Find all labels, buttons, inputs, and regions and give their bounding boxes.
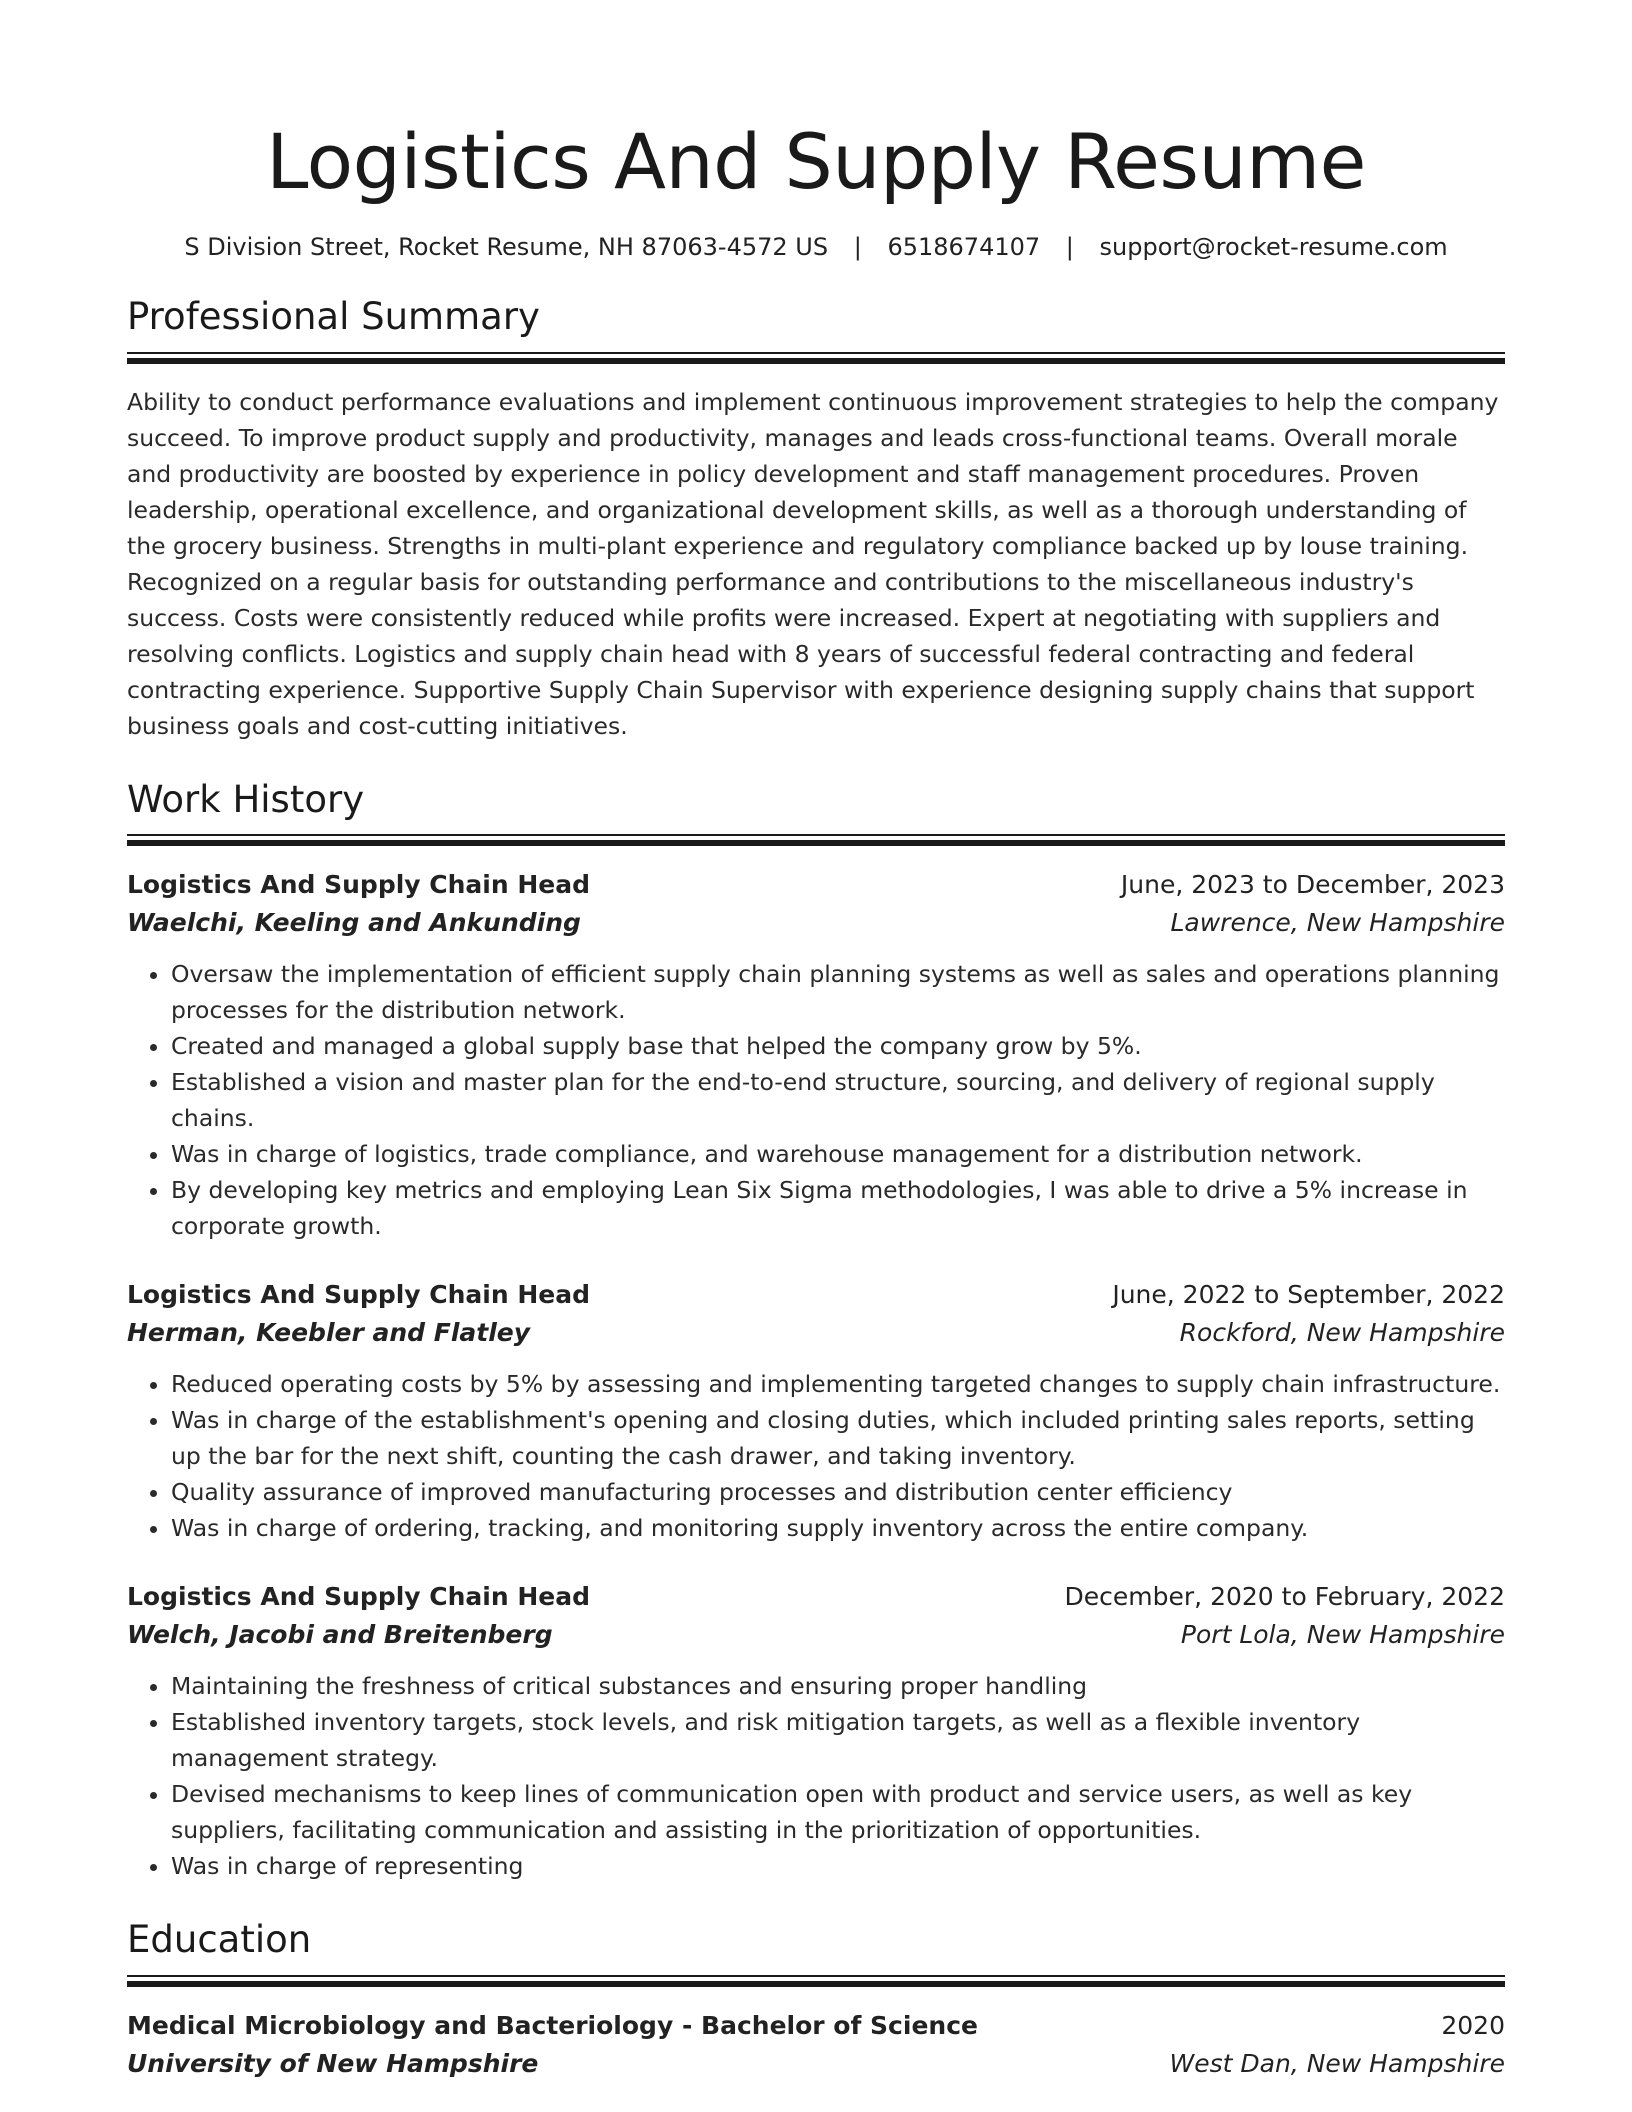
job-title: Logistics And Supply Chain Head: [127, 870, 591, 900]
job-location: Rockford, New Hampshire: [1179, 1318, 1505, 1348]
contact-address: S Division Street, Rocket Resume, NH 87063-4572 US: [184, 233, 829, 262]
job-bullet: • Established a vision and master plan for the end-to-end structure, sourcing, and delivery of regional supply chains.: [171, 1064, 1505, 1136]
section-heading-education: Education: [127, 1918, 312, 1962]
job-location: Lawrence, New Hampshire: [1170, 908, 1505, 938]
education-school: University of New Hampshire: [127, 2048, 539, 2078]
job-bullet: • Quality assurance of improved manufacturing processes and distribution center efficiency: [171, 1474, 1505, 1510]
work-history-section: [127, 778, 1505, 1884]
section-divider: [127, 834, 1505, 844]
section-divider: [127, 1975, 1505, 1985]
job-company: Waelchi, Keeling and Ankunding: [127, 908, 581, 938]
job-dates: June, 2022 to September, 2022: [1112, 1280, 1505, 1310]
job-header-row: [127, 866, 1505, 904]
contact-line: [127, 233, 1505, 261]
job-dates: December, 2020 to February, 2022: [1064, 1582, 1505, 1612]
contact-separator: |: [1065, 233, 1074, 262]
job-bullet: • Reduced operating costs by 5% by assessing and implementing targeted changes to supply chain infrastructure.: [171, 1366, 1505, 1402]
section-divider: [127, 352, 1505, 362]
job-company-row: [127, 904, 1505, 942]
section-heading-summary: Professional Summary: [127, 295, 540, 339]
job-bullet: • Devised mechanisms to keep lines of communication open with product and service users, as well as key suppliers, facilitating communication and assisting in the prioritization of opportunities.: [171, 1776, 1505, 1848]
job-company: Herman, Keebler and Flatley: [127, 1318, 531, 1348]
job-bullet: • Was in charge of logistics, trade compliance, and warehouse management for a distribution network.: [171, 1136, 1505, 1172]
education-entry: [127, 2007, 1505, 2083]
job-bullet: • Was in charge of representing: [171, 1848, 1505, 1884]
job-entry: [127, 866, 1505, 1244]
summary-text: Ability to conduct performance evaluations and implement continuous improvement strategies to help the company succeed. To improve product supply and productivity, manages and leads cross-functional teams. Overall morale and productivity are boosted by experience in policy development and staff management procedures. Proven leadership, operational excellence, and organizational development skills, as well as a thorough understanding of the grocery business. Strengths in multi-plant experience and regulatory compliance backed up by louse training. Recognized on a regular basis for outstanding performance and contributions to the miscellaneous industry's success. Costs were consistently reduced while profits were increased. Expert at negotiating with suppliers and resolving conflicts. Logistics and supply chain head with 8 years of successful federal contracting and federal contracting experience. Supportive Supply Chain Supervisor with experience designing supply chains that support business goals and cost-cutting initiatives.: [127, 387, 1499, 740]
job-bullet: • Created and managed a global supply base that helped the company grow by 5%.: [171, 1028, 1505, 1064]
job-dates: June, 2023 to December, 2023: [1120, 870, 1505, 900]
job-location: Port Lola, New Hampshire: [1180, 1620, 1505, 1650]
education-school-row: [127, 2045, 1505, 2083]
job-bullet: • Was in charge of the establishment's opening and closing duties, which included printing sales reports, setting up the bar for the next shift, counting the cash drawer, and taking inventory.: [171, 1402, 1505, 1474]
job-title: Logistics And Supply Chain Head: [127, 1280, 591, 1310]
job-bullet: • Was in charge of ordering, tracking, and monitoring supply inventory across the entire company.: [171, 1510, 1505, 1546]
contact-phone: 6518674107: [887, 233, 1041, 262]
job-title: Logistics And Supply Chain Head: [127, 1582, 591, 1612]
education-header-row: [127, 2007, 1505, 2045]
job-header-row: [127, 1276, 1505, 1314]
job-bullet: • Oversaw the implementation of efficient supply chain planning systems as well as sales and operations planning processes for the distribution network.: [171, 956, 1505, 1028]
job-bullets: [127, 1668, 1505, 1884]
contact-separator: |: [853, 233, 862, 262]
job-company-row: [127, 1314, 1505, 1352]
job-bullets: [127, 956, 1505, 1244]
section-heading-work-history: Work History: [127, 777, 365, 821]
job-bullet: • Established inventory targets, stock levels, and risk mitigation targets, as well as a flexible inventory management strategy.: [171, 1704, 1505, 1776]
job-company: Welch, Jacobi and Breitenberg: [127, 1620, 553, 1650]
job-bullet: • By developing key metrics and employing Lean Six Sigma methodologies, I was able to drive a 5% increase in corporate growth.: [171, 1172, 1505, 1244]
job-entry: [127, 1276, 1505, 1546]
job-company-row: [127, 1616, 1505, 1654]
job-bullets: [127, 1366, 1505, 1546]
job-entry: [127, 1578, 1505, 1884]
summary-section: [127, 295, 1505, 743]
job-bullet: • Maintaining the freshness of critical substances and ensuring proper handling: [171, 1668, 1505, 1704]
contact-email: support@rocket-resume.com: [1099, 233, 1448, 262]
job-header-row: [127, 1578, 1505, 1616]
education-location: West Dan, New Hampshire: [1169, 2048, 1505, 2078]
education-section: [127, 1918, 1505, 2082]
education-degree: Medical Microbiology and Bacteriology - Bachelor of Science: [127, 2010, 978, 2040]
resume-name: Logistics And Supply Resume: [266, 117, 1366, 206]
education-year: 2020: [1441, 2010, 1505, 2040]
